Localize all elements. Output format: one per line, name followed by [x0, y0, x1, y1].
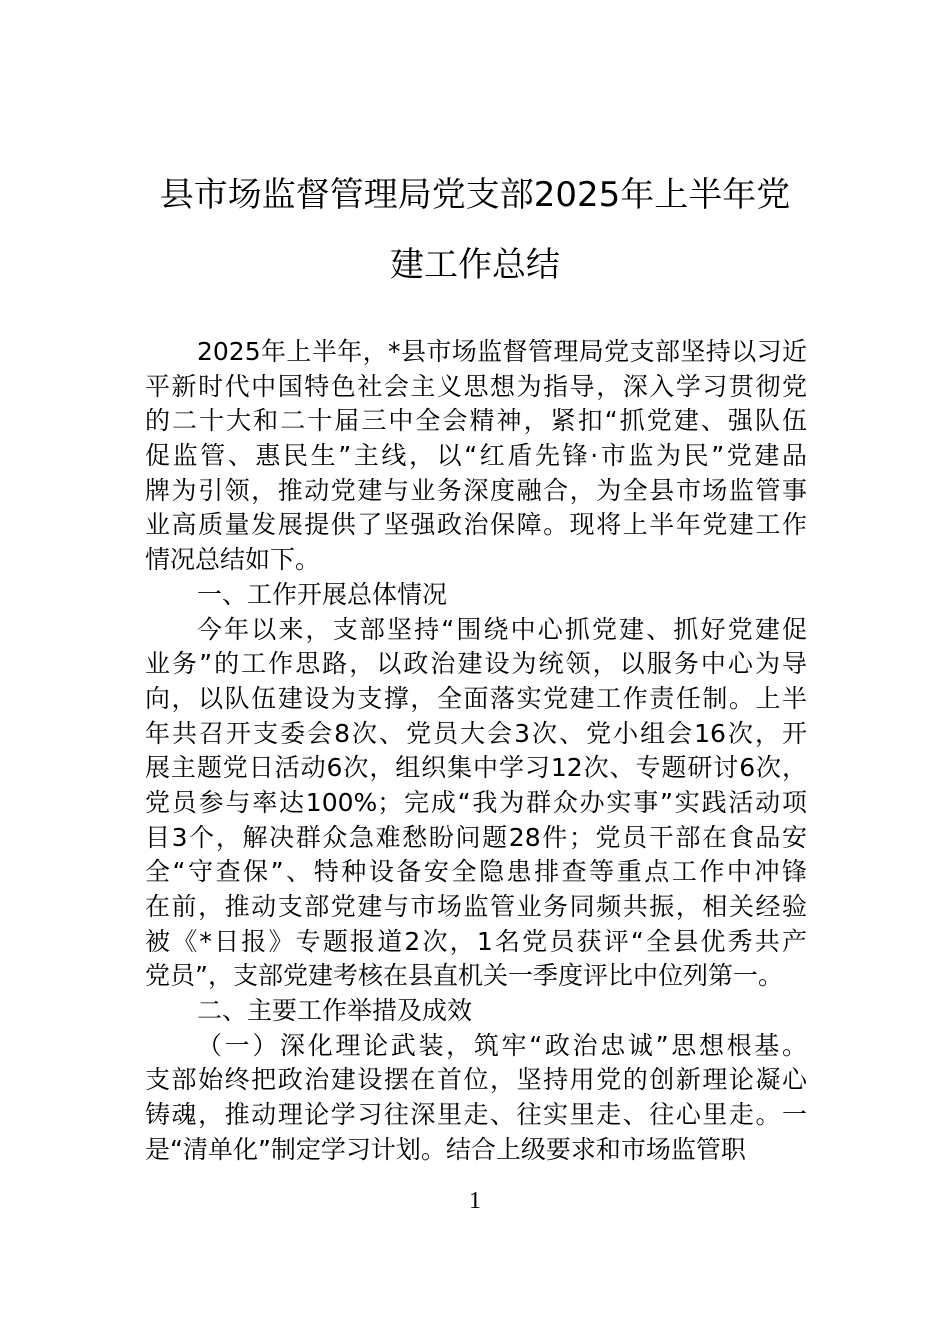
text-line: 的二十大和二十届三中全会精神，紧扣“抓党建、强队伍 [145, 406, 807, 436]
text-line: 向，以队伍建设为支撑，全面落实党建工作责任制。上半 [145, 683, 807, 713]
text-line: 支部始终把政治建设摆在首位，坚持用党的创新理论凝心 [145, 1065, 807, 1095]
page-number: 1 [469, 1188, 481, 1214]
paragraph [145, 613, 807, 995]
text-line: 业务”的工作思路，以政治建设为统领，以服务中心为导 [145, 649, 807, 679]
paragraph [145, 994, 807, 1029]
text-line: 铸魂，推动理论学习往深里走、往实里走、往心里走。一 [145, 1100, 807, 1130]
document-title-line-1: 县市场监督管理局党支部2025年上半年党 [159, 175, 791, 215]
text-line: 情况总结如下。 [145, 545, 321, 575]
paragraph [145, 578, 807, 613]
text-line: 展主题党日活动6次，组织集中学习12次、专题研讨6次， [145, 753, 807, 783]
text-line: 业高质量发展提供了坚强政治保障。现将上半年党建工作 [145, 510, 807, 540]
text-line: 党员”，支部党建考核在县直机关一季度评比中位列第一。 [145, 961, 783, 991]
text-line: 牌为引领，推动党建与业务深度融合，为全县市场监管事 [145, 475, 807, 505]
document-title-line-2: 建工作总结 [390, 245, 560, 285]
document-body [145, 335, 807, 1168]
text-line: 今年以来，支部坚持“围绕中心抓党建、抓好党建促 [197, 614, 807, 644]
text-line: 是“清单化”制定学习计划。结合上级要求和市场监管职 [145, 1134, 746, 1164]
text-line: 全“守查保”、特种设备安全隐患排查等重点工作中冲锋 [145, 857, 807, 887]
text-line: 平新时代中国特色社会主义思想为指导，深入学习贯彻党 [145, 371, 807, 401]
text-line: 被《*日报》专题报道2次，1名党员获评“全县优秀共产 [145, 926, 807, 956]
text-line: 促监管、惠民生”主线，以“红盾先锋·市监为民”党建品 [145, 441, 807, 471]
text-line: 二、主要工作举措及成效 [197, 996, 473, 1026]
paragraph [145, 335, 807, 578]
text-line: （一）深化理论武装，筑牢“政治忠诚”思想根基。 [197, 1030, 807, 1060]
text-line: 一、工作开展总体情况 [197, 579, 448, 609]
text-line: 2025年上半年，*县市场监督管理局党支部坚持以习近 [197, 337, 807, 366]
text-line: 党员参与率达100%；完成“我为群众办实事”实践活动项 [145, 787, 807, 817]
text-line: 年共召开支委会8次、党员大会3次、党小组会16次，开 [145, 718, 807, 748]
paragraph [145, 1029, 807, 1168]
text-line: 在前，推动支部党建与市场监管业务同频共振，相关经验 [145, 892, 807, 921]
text-line: 目3个，解决群众急难愁盼问题28件；党员干部在食品安 [145, 822, 807, 852]
